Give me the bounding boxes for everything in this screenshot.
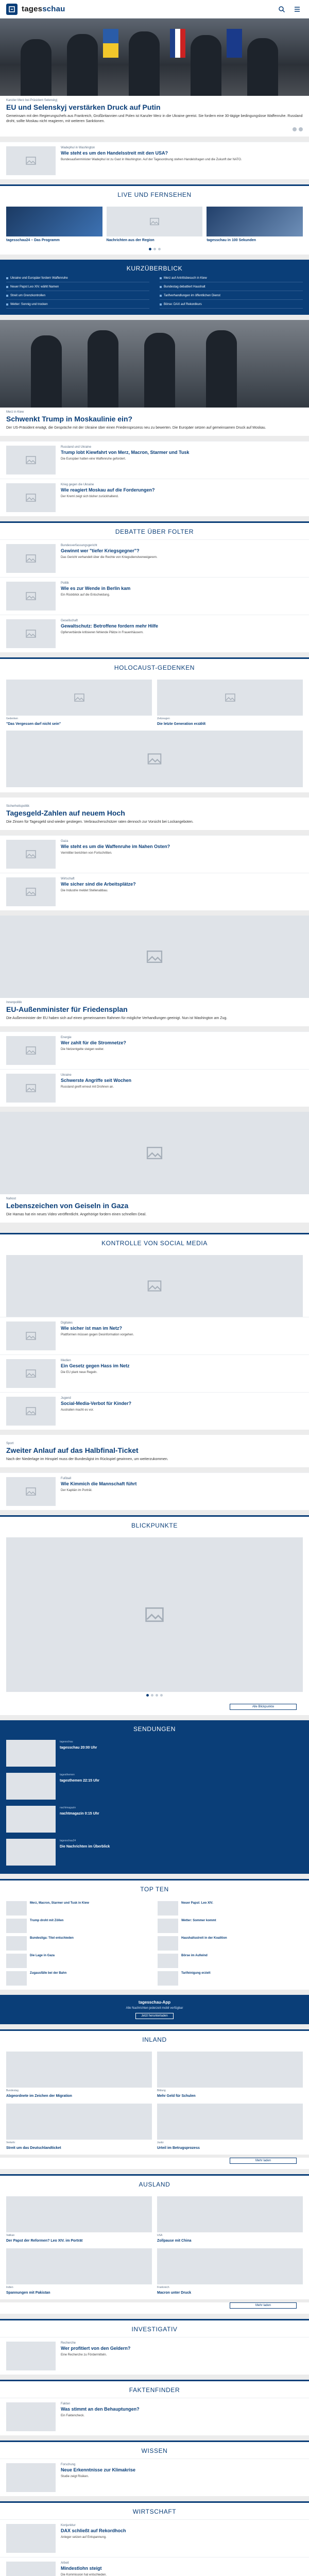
item-title[interactable]: Wie Kimmich die Mannschaft führt [61,1481,137,1486]
item-kicker: Energie [61,1036,72,1039]
topten-item[interactable]: Wetter: Sommer kommt [158,1919,303,1933]
image-placeholder-icon [6,1036,56,1065]
story-kicker: Merz in Kiew [6,411,24,414]
item-kicker: Wadephul in Washington [61,146,95,149]
live-tile[interactable] [107,207,203,243]
item-desc: Plattformen müssen gegen Desinformation vorgehen. [61,1333,134,1336]
item-title[interactable]: Schwerste Angriffe seit Wochen [61,1078,132,1083]
logo-icon[interactable] [6,4,18,15]
story-headline[interactable]: EU-Außenminister für Friedensplan [6,1005,128,1013]
kurz-item[interactable]: Neuer Papst Leo XIV. wählt Namen [6,285,149,291]
story-card[interactable] [0,916,309,1026]
item-kicker: Politik [61,582,70,585]
hero-kicker: Kanzler Merz bei Präsident Selenskyj [6,99,58,102]
list-item[interactable] [0,615,309,652]
item-desc: Bundesaußenminister Wadephul ist zu Gast in Washington. Auf der Tagesordnung stehen Handelsfragen und die Zukunft der NATO. [61,158,242,161]
list-item[interactable] [0,873,309,910]
topten-item[interactable]: Trump droht mit Zöllen [6,1919,151,1933]
live-tile[interactable] [6,207,102,243]
kurz-item[interactable]: Tarifverhandlungen im öffentlichen Dienst [160,294,303,300]
image-placeholder-icon [6,731,303,787]
list-item[interactable] [0,539,309,577]
item-kicker: Gedenken [6,717,19,720]
image-placeholder-icon [6,446,56,474]
wirtschaft-section [0,2501,309,2576]
item-kicker: Medien [61,1359,71,1362]
section-title-ausland: AUSLAND [0,2174,309,2192]
item-kicker: Bundesverfassungsgericht [61,544,97,547]
topten-item[interactable]: Neuer Papst: Leo XIV. [158,1901,303,1916]
item-desc: Die Industrie meldet Stellenabbau. [61,889,108,892]
item-desc: Opferverbände kritisieren fehlende Plätze in Frauenhäusern. [61,631,144,634]
sendungen-section [0,1720,309,1874]
item-kicker: Gaza [61,840,68,843]
story-teaser: Die Außenminister der EU haben sich auf einen gemeinsamen Rahmen für mögliche Verhandlungen geeinigt. Nun ist Washington am Zug. [6,1016,228,1020]
carousel-dots[interactable] [6,1692,303,1701]
item-title[interactable]: Wie es zur Wende in Berlin kam [61,586,131,591]
image-placeholder-icon [107,207,203,236]
item-title[interactable]: Wie steht es um die Waffenruhe im Nahen Osten? [61,844,170,849]
kurz-item[interactable]: Merz auf Antrittsbesuch in Kiew [160,276,303,282]
pair-item[interactable] [6,680,152,726]
story-card[interactable] [0,1112,309,1223]
kurz-item[interactable]: Streit um Grenzkontrollen [6,294,149,300]
item-title[interactable]: Trump lobt Kiewfahrt von Merz, Macron, Starmer und Tusk [61,450,190,455]
kurzueberblick-section [0,260,309,315]
item-title[interactable]: Ein Gesetz gegen Hass im Netz [61,1363,130,1368]
section-title-blickpunkte: BLICKPUNKTE [0,1515,309,1533]
story-kicker: Sicherheitspolitik [6,805,30,808]
story-kicker: Sport [6,1442,14,1445]
list-item[interactable] [0,1472,309,1510]
holocaust-section [0,657,309,792]
item-kicker: Wirtschaft [61,877,75,880]
faktenfinder-section [0,2380,309,2435]
wissen-section [0,2441,309,2496]
topten-section [0,1879,309,1990]
item-title[interactable]: Wer zahlt für die Stromnetze? [61,1040,126,1045]
more-ausland-button[interactable]: Mehr laden [230,2302,297,2309]
item-kicker: Gesellschaft [61,619,78,622]
app-banner [0,1995,309,2024]
pair-item[interactable] [157,680,303,726]
tile-title: Nachrichten aus der Region [106,239,154,242]
list-item[interactable] [0,1317,309,1354]
logo-part-b: schau [42,5,65,13]
pair-item[interactable]: Frankreich Macron unter Druck [157,2248,303,2295]
list-item[interactable] [0,479,309,516]
image-placeholder-icon [0,1112,309,1194]
hero-teaser: Gemeinsam mit den Regierungschefs aus Frankreich, Großbritannien und Polen ist Kanzler Merz in die Ukraine gereist. Sie fordern eine 30-tägige bedingungslose Waffenruhe. Russland droht, sollte Moskau nicht reagieren, mit weiteren Sanktionen. [6,114,303,123]
story-teaser: Die Hamas hat ein neues Video veröffentlicht. Angehörige fordern einen schnellen Deal. [6,1213,147,1216]
item-kicker: Ukraine [61,1074,72,1077]
item-desc: Die Netzentgelte steigen weiter. [61,1048,105,1051]
pair-item[interactable]: Verkehr Streit um das Deutschlandticket [6,2104,152,2150]
logo-part-a: tages [22,5,43,13]
image-placeholder-icon [6,619,56,648]
show-item[interactable]: tagesschau24 Die Nachrichten im Überblick [0,1836,309,1869]
image-placeholder-icon [157,680,303,716]
section-title-investigativ: INVESTIGATIV [0,2319,309,2337]
share-icon[interactable] [293,127,297,131]
image-placeholder-icon [6,483,56,512]
topten-item[interactable]: Merz, Macron, Starmer und Tusk in Kiew [6,1901,151,1916]
more-inland-button[interactable]: Mehr laden [230,2158,297,2164]
item-desc: Der Kapitän im Porträt. [61,1489,93,1492]
item-desc: Russland greift erneut mit Drohnen an. [61,1086,114,1089]
hero-image [0,19,309,96]
item-desc: Das Gericht verhandelt über die Rechte von Kriegsdienstverweigerern. [61,556,158,559]
live-section [0,184,309,255]
section-title-faktenfinder: FAKTENFINDER [0,2380,309,2398]
banner-title: tagesschau-App [138,2000,171,2005]
more-blickpunkte-button[interactable]: Alle Blickpunkte [230,1704,297,1710]
kurz-item[interactable]: Wetter: Sonnig und trocken [6,302,149,309]
section-title-wissen: WISSEN [0,2441,309,2459]
item-desc: Der Kreml zeigt sich bisher zurückhaltend. [61,495,119,498]
image-placeholder-icon [6,582,56,611]
list-item[interactable] [0,441,309,479]
section-title-wirtschaft: WIRTSCHAFT [0,2501,309,2519]
live-tile[interactable] [207,207,303,243]
bookmark-icon[interactable] [299,127,303,131]
show-item[interactable]: tagesthemen tagesthemen 22:15 Uhr [0,1770,309,1803]
logo-wordmark[interactable] [22,5,65,13]
story-headline[interactable]: Zweiter Anlauf auf das Halbfinal-Ticket [6,1446,139,1454]
inland-section [0,2029,309,2169]
story-kicker: Innenpolitik [6,1001,22,1004]
image-placeholder-icon [6,877,56,906]
topten-item[interactable]: Tarifeinigung erzielt [158,1971,303,1986]
item-desc: Die EU plant neue Regeln. [61,1371,98,1374]
story-teaser: Nach der Niederlage im Hinspiel muss der Bundesligist im Rückspiel gewinnen, um weiterzukommen. [6,1458,168,1461]
item-kicker: Fußball [61,1477,72,1480]
tile-title: tagesschau24 – Das Programm [6,239,60,242]
list-item[interactable]: Recherche Wer profitiert von den Geldern? Eine Recherche zu Fördermitteln. [0,2337,309,2375]
item-title[interactable]: Gewaltschutz: Betroffene fordern mehr Hilfe [61,623,159,629]
story-image [0,320,309,408]
section-title-topten: TOP TEN [0,1879,309,1897]
pair-item[interactable]: Bundestag Abgeordnete im Zeichen der Migration [6,2052,152,2098]
item-desc: Ein Rückblick auf die Entscheidung. [61,594,110,597]
kurz-item[interactable]: Börse: DAX auf Rekordkurs [160,302,303,309]
image-placeholder-icon [6,1397,56,1426]
image-placeholder-icon [6,680,152,716]
topten-item[interactable]: Börse im Aufwind [158,1954,303,1968]
banner-cta-button[interactable]: Jetzt herunterladen [135,2013,173,2019]
investigativ-section [0,2319,309,2375]
item-title[interactable]: Wie sicher ist man im Netz? [61,1326,122,1331]
search-icon[interactable] [276,4,287,15]
share-row [6,127,303,131]
story-headline[interactable]: Lebenszeichen von Geiseln in Gaza [6,1201,129,1210]
story-teaser: Die Zinsen für Tagesgeld sind wieder gestiegen. Verbraucherschützer raten dennoch zur Vorsicht bei Lockangeboten. [6,820,194,824]
story-teaser: Der US-Präsident erwägt, die Gespräche mit der Ukraine über einen Friedensprozess neu zu bewerten. Die Europäer setzen auf gemeinsamen Druck auf Moskau. [6,426,266,430]
debate-section [0,521,309,652]
image-placeholder-icon [6,1255,303,1317]
top-bar [0,0,309,19]
item-kicker: Digitales [61,1321,73,1325]
story-card[interactable] [0,798,309,830]
item-kicker: Zeitzeugen [157,717,170,720]
menu-icon[interactable] [291,4,303,15]
list-item[interactable] [0,835,309,873]
topten-item[interactable]: Zugausfälle bei der Bahn [6,1971,151,1986]
image-placeholder-icon [6,544,56,573]
item-desc: Australien macht es vor. [61,1409,94,1412]
show-item[interactable]: nachtmagazin nachtmagazin 0:15 Uhr [0,1803,309,1836]
item-kicker: Krieg gegen die Ukraine [61,483,94,486]
hero-headline[interactable]: EU und Selenskyj verstärken Druck auf Putin [6,103,161,111]
image-placeholder-icon [6,1074,56,1103]
pair-item[interactable]: Justiz Urteil im Betrugsprozess [157,2104,303,2150]
story-card[interactable] [0,1435,309,1467]
list-item[interactable] [0,142,309,179]
hero-story[interactable] [0,19,309,137]
image-placeholder-icon [6,1537,303,1692]
section-title-live: LIVE UND FERNSEHEN [0,184,309,202]
list-item[interactable]: Fakten Was stimmt an den Behauptungen? Ein Faktencheck. [0,2398,309,2435]
list-item[interactable] [0,577,309,615]
list-item[interactable] [0,1069,309,1107]
image-placeholder-icon [6,1477,56,1506]
pair-item[interactable]: Bildung Mehr Geld für Schulen [157,2052,303,2098]
item-title[interactable]: Wie sicher sind die Arbeitsplätze? [61,882,136,887]
list-item[interactable]: Konjunktur DAX schließt auf Rekordhoch Anleger setzen auf Entspannung. [0,2519,309,2557]
banner-text: Alle Nachrichten jederzeit mobil verfügbar [126,2007,183,2010]
topten-item[interactable]: Haushaltsstreit in der Koalition [158,1936,303,1951]
item-kicker: Jugend [61,1397,71,1400]
image-placeholder-icon [6,146,56,175]
story-headline[interactable]: Tagesgeld-Zahlen auf neuem Hoch [6,809,125,817]
item-desc: Vermittler berichten von Fortschritten. [61,852,112,855]
topten-item[interactable]: Bundesliga: Titel entschieden [6,1936,151,1951]
section-title-sendungen: SENDUNGEN [0,1720,309,1737]
section-title-debate: DEBATTE ÜBER FOLTER [0,521,309,539]
section-title-inland: INLAND [0,2029,309,2047]
blickpunkte-section [0,1515,309,1715]
pair-item[interactable]: Indien Spannungen mit Pakistan [6,2248,152,2295]
section-title-holocaust: HOLOCAUST-GEDENKEN [0,657,309,675]
item-title[interactable]: Social-Media-Verbot für Kinder? [61,1401,132,1406]
tile-title: tagesschau in 100 Sekunden [207,239,256,242]
topten-item[interactable]: Die Lage in Gaza [6,1954,151,1968]
item-title[interactable]: "Das Vergessen darf nicht sein" [6,722,61,726]
list-item[interactable] [0,1392,309,1430]
section-title-kurz: KURZÜBERBLICK [6,260,303,276]
ausland-section [0,2174,309,2314]
image-placeholder-icon [6,1321,56,1350]
list-item[interactable]: Forschung Neue Erkenntnisse zur Klimakrise Studie zeigt Risiken. [0,2459,309,2496]
story-card[interactable] [0,320,309,436]
list-item[interactable] [0,1354,309,1392]
item-title[interactable]: Wie steht es um den Handelsstreit mit den USA? [61,150,168,156]
show-item[interactable]: tagesschau tagesschau 20:00 Uhr [0,1737,309,1770]
kurz-item[interactable]: Bundestag debattiert Haushalt [160,285,303,291]
item-title[interactable]: Gewinnt wer "tiefer Kriegsgegner"? [61,548,140,553]
image-placeholder-icon [0,916,309,998]
image-placeholder-icon [6,840,56,869]
pair-item[interactable]: Vatikan Der Papst der Reformen? Leo XIV. im Porträt [6,2196,152,2243]
social-section [0,1233,309,1430]
story-headline[interactable]: Schwenkt Trump in Moskaulinie ein? [6,415,133,423]
image-placeholder-icon [6,1359,56,1388]
section-title-social: KONTROLLE VON SOCIAL MEDIA [0,1233,309,1251]
item-title[interactable]: Die letzte Generation erzählt [157,722,206,726]
list-item[interactable]: Arbeit Mindestlohn steigt Die Kommission hat entschieden. [0,2557,309,2576]
list-item[interactable] [0,1031,309,1069]
item-desc: Die Europäer hatten eine Waffenruhe gefordert. [61,457,126,461]
carousel-dots[interactable] [0,246,309,255]
item-kicker: Russland und Ukraine [61,446,92,449]
pair-item[interactable]: USA Zollpause mit China [157,2196,303,2243]
kurz-item[interactable]: Ukraine und Europäer fordern Waffenruhe [6,276,149,282]
story-kicker: Nahost [6,1197,16,1200]
item-title[interactable]: Wie reagiert Moskau auf die Forderungen? [61,487,155,493]
